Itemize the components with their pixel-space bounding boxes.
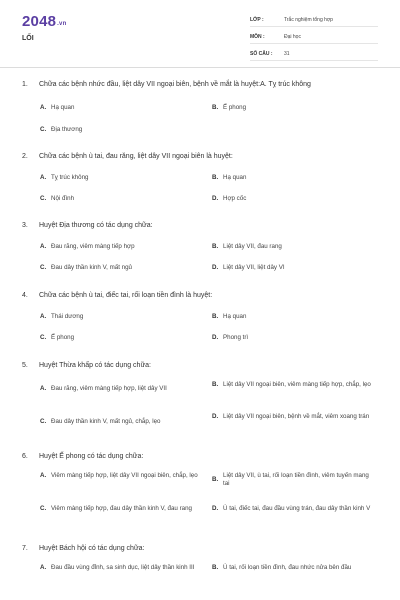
question-number: 2. <box>22 153 28 160</box>
option-a[interactable] <box>40 313 190 321</box>
option-c[interactable] <box>40 418 205 426</box>
option-letter: C. <box>40 334 47 341</box>
option-b[interactable] <box>212 564 372 572</box>
option-c[interactable] <box>40 505 202 513</box>
option-text: Phong trì <box>223 334 249 341</box>
option-letter: A. <box>40 243 47 250</box>
option-letter: C. <box>40 126 47 133</box>
option-text: Liệt dây VII, liệt dây VI <box>223 264 285 271</box>
option-text: Ế phong <box>51 334 75 341</box>
question-text <box>22 80 382 89</box>
option-letter: A. <box>40 174 47 181</box>
option-letter: C. <box>40 418 47 425</box>
option-letter: B. <box>212 243 219 250</box>
question-number: 6. <box>22 453 28 460</box>
option-letter: C. <box>40 195 47 202</box>
option-text: Hạ quan <box>223 174 247 181</box>
question-body: Chữa các bệnh ù tai, điếc tai, rối loạn tiền đình là huyệt: <box>39 292 213 299</box>
question-text <box>22 544 382 553</box>
option-d[interactable] <box>212 413 372 421</box>
option-text: Hợp cốc <box>223 195 247 202</box>
meta-row-subject <box>250 30 378 44</box>
option-text: Đau dây thần kinh V, mất ngủ <box>51 264 132 271</box>
option-d[interactable] <box>212 195 372 203</box>
option-letter: B. <box>212 476 219 483</box>
option-b[interactable] <box>212 472 372 488</box>
option-c[interactable] <box>40 195 190 203</box>
meta-row-class <box>250 13 378 27</box>
option-a[interactable] <box>40 564 202 572</box>
option-c[interactable] <box>40 264 200 272</box>
question-text <box>22 221 382 230</box>
option-text: Đau răng, viêm màng tiếp hợp <box>51 243 135 250</box>
option-a[interactable] <box>40 385 205 393</box>
option-text: Thái dương <box>51 313 84 320</box>
option-letter: B. <box>212 313 219 320</box>
option-text: Viêm màng tiếp hợp, liệt dây VII ngoại biên, chắp, lẹo <box>51 472 198 479</box>
header <box>0 0 400 68</box>
question-text <box>22 452 382 461</box>
option-letter: B. <box>212 381 219 388</box>
option-text: Liệt dây VII ngoại biên, bệnh về mắt, viêm xoang trán <box>223 413 370 420</box>
option-letter: C. <box>40 505 47 512</box>
meta-row-count <box>250 47 378 61</box>
meta-value: Đại học <box>284 33 301 40</box>
option-c[interactable] <box>40 126 190 134</box>
page-subtitle: LỐI <box>22 35 34 42</box>
option-text: Liệt dây VII, đau rang <box>223 243 282 250</box>
option-b[interactable] <box>212 313 372 321</box>
option-letter: A. <box>40 564 47 571</box>
logo[interactable] <box>22 13 66 30</box>
option-letter: A. <box>40 385 47 392</box>
option-text: Nội đình <box>51 195 75 202</box>
option-letter: D. <box>212 195 219 202</box>
option-a[interactable] <box>40 472 202 480</box>
option-text: Liệt dây VII, ù tai, rối loạn tiền đình, viêm tuyến mang tai <box>223 472 369 487</box>
question-body: Huyệt Thừa khấp có tác dụng chữa: <box>39 362 151 369</box>
option-text: Hạ quan <box>51 104 75 111</box>
option-letter: B. <box>212 104 219 111</box>
header-divider <box>0 67 400 68</box>
question-number: 3. <box>22 222 28 229</box>
option-a[interactable] <box>40 104 190 112</box>
option-text: Đau dây thần kinh V, mất ngủ, chắp, lẹo <box>51 418 161 425</box>
meta-label: MÔN : <box>250 33 265 40</box>
option-c[interactable] <box>40 334 190 342</box>
option-text: Hạ quan <box>223 313 247 320</box>
option-letter: A. <box>40 313 47 320</box>
option-text: Đau đầu vùng đỉnh, sa sinh dục, liệt dây thần kinh III <box>51 564 195 571</box>
meta-label: SỐ CÂU : <box>250 50 273 57</box>
question-body: Huyệt Bách hội có tác dụng chữa: <box>39 545 145 552</box>
question-body: Chữa các bệnh nhức đầu, liệt dây VII ngoại biên, bệnh về mắt là huyệt:A. Tỵ trúc không <box>39 81 311 88</box>
option-b[interactable] <box>212 104 372 112</box>
option-a[interactable] <box>40 243 200 251</box>
logo-sub: .vn <box>57 21 67 27</box>
question-body: Huyệt Địa thương có tác dụng chữa: <box>39 222 153 229</box>
option-text: Ù tai, điếc tai, đau đầu vùng trán, đau dây thần kinh V <box>223 505 371 512</box>
option-b[interactable] <box>212 243 372 251</box>
meta-value: 31 <box>284 50 290 57</box>
option-letter: A. <box>40 472 47 479</box>
option-letter: D. <box>212 413 219 420</box>
option-letter: B. <box>212 564 219 571</box>
meta-info <box>250 13 378 64</box>
option-a[interactable] <box>40 174 190 182</box>
option-letter: B. <box>212 174 219 181</box>
option-text: Địa thương <box>51 126 83 133</box>
option-text: Đau răng, viêm màng tiếp hợp, liệt dây VII <box>51 385 167 392</box>
option-d[interactable] <box>212 264 372 272</box>
option-text: Ế phong <box>223 104 247 111</box>
option-b[interactable] <box>212 174 372 182</box>
option-letter: D. <box>212 334 219 341</box>
question-number: 5. <box>22 362 28 369</box>
logo-main: 2048 <box>22 13 57 30</box>
question-text <box>22 361 382 370</box>
option-text: Ù tai, rối loạn tiền đình, đau nhức nửa bên đầu <box>223 564 352 571</box>
option-letter: A. <box>40 104 47 111</box>
option-text: Liệt dây VII ngoại biên, viêm màng tiếp hợp, chắp, lẹo <box>223 381 371 388</box>
option-letter: C. <box>40 264 47 271</box>
option-text: Tỵ trúc không <box>51 174 89 181</box>
option-d[interactable] <box>212 505 372 513</box>
option-letter: D. <box>212 264 219 271</box>
question-number: 7. <box>22 545 28 552</box>
question-text <box>22 291 382 300</box>
option-letter: D. <box>212 505 219 512</box>
question-body: Chữa các bệnh ù tai, đau răng, liệt dây VII ngoại biên là huyệt: <box>39 153 233 160</box>
option-d[interactable] <box>212 334 372 342</box>
question-number: 1. <box>22 81 28 88</box>
question-number: 4. <box>22 292 28 299</box>
question-text <box>22 152 382 161</box>
meta-label: LỚP : <box>250 16 264 23</box>
option-b[interactable] <box>212 381 372 389</box>
meta-value: Trắc nghiệm tổng hợp <box>284 16 333 23</box>
option-text: Viêm màng tiếp hợp, đau dây thần kinh V, đau rang <box>51 505 192 512</box>
question-body: Huyệt Ế phong có tác dụng chữa: <box>39 453 144 460</box>
